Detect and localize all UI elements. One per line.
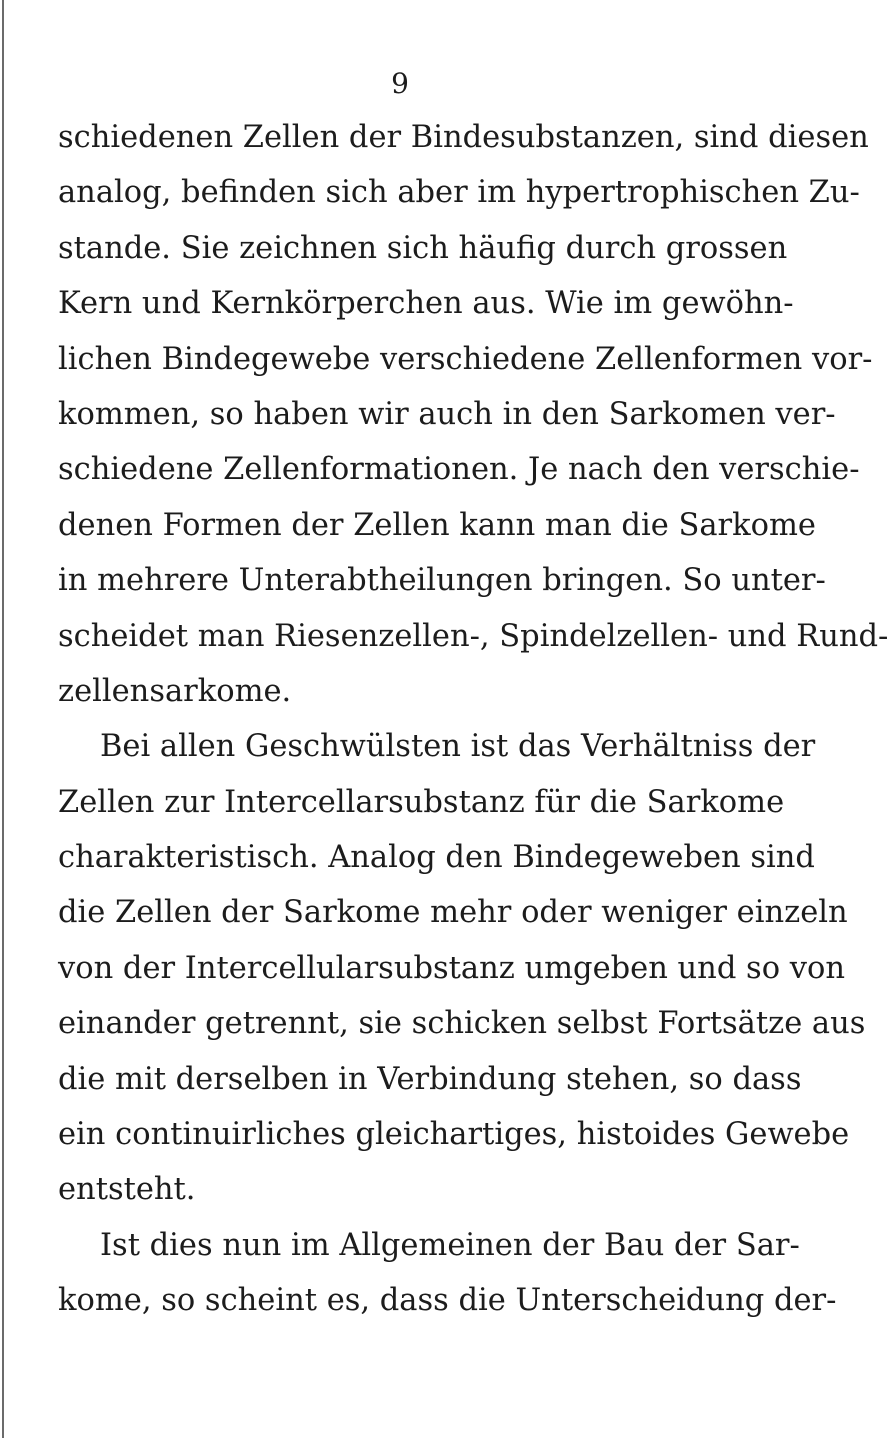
text-line: in mehrere Unterabtheilungen bringen. So unter- <box>58 563 826 599</box>
page-number: 9 <box>391 67 409 100</box>
text-line: ein continuirliches gleichartiges, histoides Gewebe <box>58 1117 850 1153</box>
text-line: entsteht. <box>58 1172 196 1208</box>
text-line: lichen Bindegewebe verschiedene Zellenformen vor- <box>58 341 873 377</box>
page-edge-line <box>2 0 4 1438</box>
text-line: stande. Sie zeichnen sich häufig durch grossen <box>58 230 788 266</box>
text-line: scheidet man Riesenzellen-, Spindelzellen- und Rund- <box>58 618 888 654</box>
text-line: kome, so scheint es, dass die Unterscheidung der- <box>58 1283 837 1319</box>
text-line: zellensarkome. <box>58 673 292 709</box>
text-line: Ist dies nun im Allgemeinen der Bau der Sar- <box>100 1227 800 1263</box>
text-line: von der Intercellularsubstanz umgeben und so von <box>58 950 845 986</box>
text-line: schiedenen Zellen der Bindesubstanzen, sind diesen <box>58 120 869 155</box>
text-line: kommen, so haben wir auch in den Sarkomen ver- <box>58 396 836 432</box>
text-line: schiedene Zellenformationen. Je nach den verschie- <box>58 452 860 488</box>
text-line: Zellen zur Intercellarsubstanz für die Sarkome <box>58 784 785 820</box>
text-line: Bei allen Geschwülsten ist das Verhältniss der <box>100 729 816 765</box>
text-line: denen Formen der Zellen kann man die Sarkome <box>58 507 816 543</box>
text-line: charakteristisch. Analog den Bindegeweben sind <box>58 840 815 876</box>
body-text <box>58 110 888 1329</box>
text-line: die Zellen der Sarkome mehr oder weniger einzeln <box>58 895 848 931</box>
text-line: analog, befinden sich aber im hypertrophischen Zu- <box>58 175 860 211</box>
text-line: die mit derselben in Verbindung stehen, so dass <box>58 1061 802 1097</box>
text-line: Kern und Kernkörperchen aus. Wie im gewöhn- <box>58 286 794 322</box>
text-line: einander getrennt, sie schicken selbst Fortsätze aus <box>58 1006 866 1042</box>
